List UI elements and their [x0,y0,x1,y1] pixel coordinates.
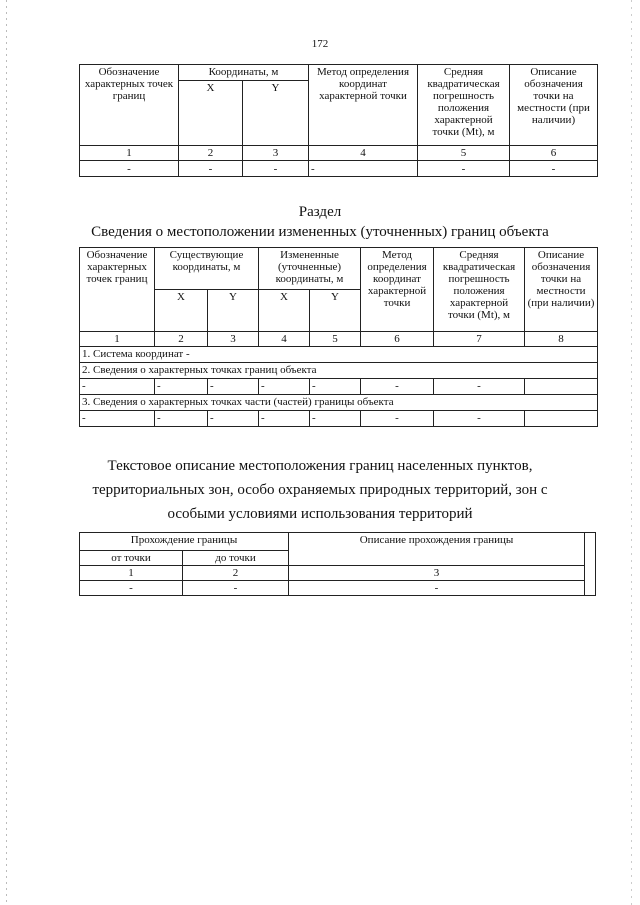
header-existing-coordinates: Существующие координаты, м [155,248,259,290]
header-error: Средняя квадратическая погрешность положения характерной точки (Mt), м [434,248,525,332]
table-row [80,161,598,177]
column-number: 3 [289,566,585,581]
column-number: 3 [208,332,259,347]
table-cell: - [179,161,243,177]
section-title: Сведения о местоположении измененных (уточненных) границ объекта [91,224,549,240]
subsection-part-boundary-points: 3. Сведения о характерных точках части (частей) границы объекта [80,395,598,411]
section-label: Раздел [298,204,342,220]
header-x: X [179,81,243,146]
header-from-point: от точки [80,551,183,566]
header-changed-coordinates: Измененные (уточненные) координаты, м [259,248,361,290]
table-cell: - [208,379,259,395]
table-cell: - [243,161,309,177]
header-y: Y [243,81,309,146]
table-row [80,581,596,596]
header-boundary-passage: Прохождение границы [80,533,289,551]
header-to-point: до точки [183,551,289,566]
column-number: 7 [434,332,525,347]
number-row [80,566,596,581]
table-coordinates [79,64,598,177]
number-row [80,146,598,161]
table-cell: - [310,379,361,395]
column-number: 1 [80,332,155,347]
column-number: 2 [183,566,289,581]
table-cell: - [80,161,179,177]
table-changed-boundaries [79,247,598,427]
table-cell: - [183,581,289,596]
table-cell [525,379,598,395]
table-cell: - [418,161,510,177]
table-boundary-description [79,532,596,596]
header-x: X [155,290,208,332]
column-number: 6 [510,146,598,161]
table-cell: - [155,411,208,427]
table-cell: - [361,379,434,395]
header-description: Описание обозначения точки на местности (при наличии) [525,248,598,332]
header-method: Метод определения координат характерной точки [309,65,418,146]
table-cell: - [434,379,525,395]
header-passage-description: Описание прохождения границы [289,533,585,566]
column-number: 8 [525,332,598,347]
header-coordinates: Координаты, м [179,65,309,81]
column-number: 3 [243,146,309,161]
header-error: Средняя квадратическая погрешность положения характерной точки (Mt), м [418,65,510,146]
table-cell: - [434,411,525,427]
column-number: 5 [310,332,361,347]
number-row [80,332,598,347]
header-x: X [259,290,310,332]
text-section-title-line-3: особыми условиями использования территорий [167,506,473,522]
scan-edge-left [6,0,7,905]
column-number: 4 [309,146,418,161]
text-section-title-line-1: Текстовое описание местоположения границ населенных пунктов, [107,458,533,474]
column-number: 5 [418,146,510,161]
column-number: 1 [80,146,179,161]
subsection-boundary-points: 2. Сведения о характерных точках границ объекта [80,363,598,379]
table-cell: - [310,411,361,427]
column-number: 6 [361,332,434,347]
table-cell: - [510,161,598,177]
text-section-title-line-2: территориальных зон, особо охраняемых природных территорий, зон с [92,482,548,498]
column-number: 2 [179,146,243,161]
table-cell: - [80,411,155,427]
header-method: Метод определения координат характерной точки [361,248,434,332]
table-cell: - [361,411,434,427]
table-row [80,379,598,395]
page-number: 172 [311,38,329,50]
header-designation: Обозначение характерных точек границ [80,248,155,332]
column-number: 2 [155,332,208,347]
subsection-coordinate-system: 1. Система координат - [80,347,598,363]
table-cell [525,411,598,427]
header-designation: Обозначение характерных точек границ [80,65,179,146]
header-description: Описание обозначения точки на местности (при наличии) [510,65,598,146]
scan-edge-right [631,0,632,905]
table-cell: - [289,581,585,596]
column-number: 4 [259,332,310,347]
table-cell: - [259,411,310,427]
table-cell: - [155,379,208,395]
table-cell: - [80,581,183,596]
table-row [80,411,598,427]
table-edge-column [585,533,596,596]
header-y: Y [310,290,361,332]
table-cell: - [309,161,418,177]
table-cell: - [259,379,310,395]
table-cell: - [80,379,155,395]
table-cell: - [208,411,259,427]
header-y: Y [208,290,259,332]
column-number: 1 [80,566,183,581]
